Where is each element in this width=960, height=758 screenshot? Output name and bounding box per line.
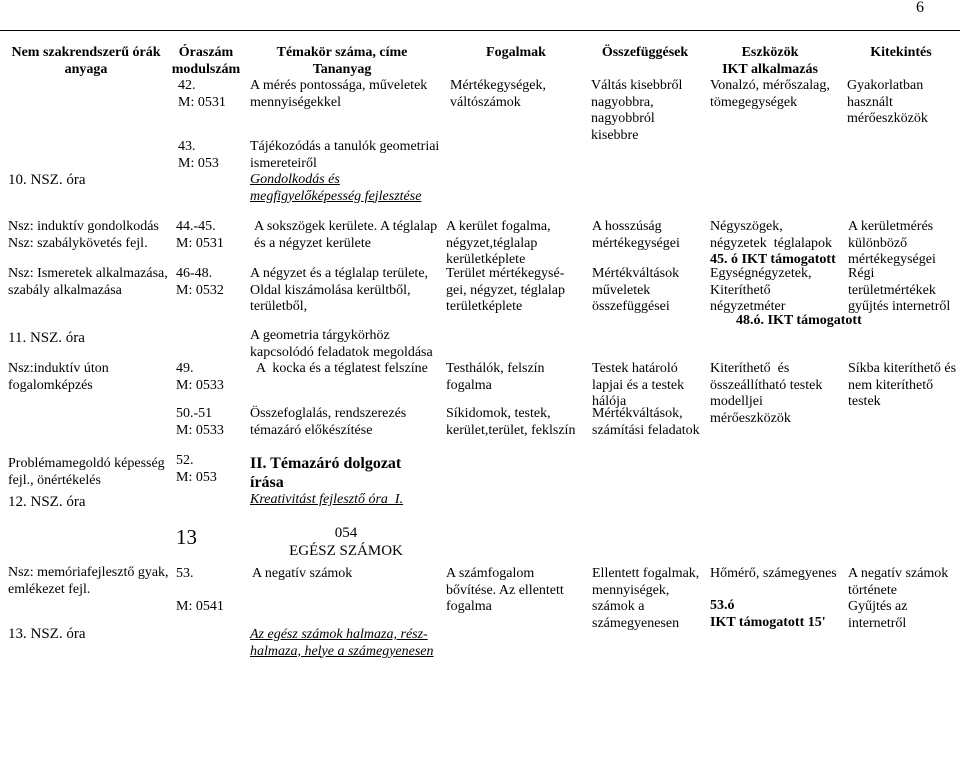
- row53-tools: Hőmérő, számegyenes: [710, 566, 837, 581]
- b11-relations1: A hosszúság mértékegységei: [592, 219, 680, 251]
- row42-outlook: Gyakorlatban használt mérőeszközök: [847, 78, 928, 126]
- row53-topic: A negatív számok: [252, 566, 353, 581]
- row53-outlook: A negatív számok története Gyűjtés az internetről: [848, 566, 949, 631]
- row53-topic-italic: Az egész számok halmaza, rész- halmaza, helye a számegyenesen: [250, 627, 434, 659]
- row53-concepts: A számfogalom bővítése. Az ellentett fogalma: [446, 566, 564, 614]
- section13-title: EGÉSZ SZÁMOK: [289, 543, 403, 559]
- b12-topic49: A kocka és a téglatest felszíne: [256, 361, 428, 376]
- b11-outlook1: A kerületmérés különböző mértékegységei: [848, 219, 936, 267]
- header-col-tools: Eszközök IKT alkalmazás: [722, 45, 818, 77]
- b12-concepts2: Síkidomok, testek, kerület,terület, feklszín: [446, 406, 576, 438]
- row42-number: 42. M: 0531: [178, 78, 226, 110]
- b12-geometry: A geometria tárgykörhöz kapcsolódó feladatok megoldása: [250, 328, 433, 360]
- section13-code: 054: [334, 525, 358, 541]
- b12-left1: Nsz:induktív úton fogalomképzés: [8, 361, 109, 393]
- row43-number: 43. M: 053: [178, 139, 219, 171]
- b11-left1: Nsz: induktív gondolkodás Nsz: szabálykövetés fejl.: [8, 219, 159, 251]
- row42-relations: Váltás kisebbről nagyobbra, nagyobbról kisebbre: [591, 78, 683, 143]
- b12-topic52-italic: Kreativitást fejlesztő óra I.: [250, 492, 404, 507]
- b12-relations2: Mértékváltások, számítási feladatok: [592, 406, 700, 438]
- b11-left2: Nsz: Ismeretek alkalmazása, szabály alkalmazása: [8, 266, 168, 298]
- row42-tools: Vonalzó, mérőszalag, tömegegységek: [710, 78, 830, 110]
- b11-tools1: Négyszögek, négyzetek téglalapok: [710, 219, 833, 251]
- nsz10-label: 10. NSZ. óra: [8, 172, 86, 188]
- header-col-concepts: Fogalmak: [486, 45, 546, 60]
- b12-num50: 50.-51 M: 0533: [176, 406, 224, 438]
- b12-tools: Kiteríthető és összeállítható testek modelljei mérőeszközök: [710, 361, 823, 426]
- b12-relations1: Testek határoló lapjai és a testek hálója: [592, 361, 685, 409]
- b12-topic52: II. Témazáró dolgozat írása: [250, 455, 402, 491]
- b11-tools1-ikt: 45. ó IKT támogatott: [710, 252, 836, 267]
- b11-concepts2: Terület mértékegysé- gei, négyzet, téglalap területképlete: [446, 266, 565, 314]
- b12-num52: 52. M: 053: [176, 453, 217, 485]
- b11-tools2: Egységnégyzetek, Kiteríthető négyzetméter: [710, 266, 812, 314]
- b11-topic1: A sokszögek kerülete. A téglalap és a négyzet kerülete: [254, 219, 438, 251]
- b12-outlook: Síkba kiteríthető és nem kiteríthető testek: [848, 361, 957, 409]
- b11-concepts1: A kerület fogalma, négyzet,téglalap kerületképlete: [446, 219, 551, 267]
- b12-left2: Problémamegoldó képesség fejl., önértékelés: [8, 456, 165, 488]
- header-col-theme: Témakör száma, címe Tananyag: [276, 45, 408, 77]
- row53-tools-ikt: 53.ó IKT támogatott 15': [710, 598, 826, 630]
- row42-topic: A mérés pontossága, műveletek mennyiségekkel: [250, 78, 428, 110]
- row42-concepts: Mértékegységek, váltószámok: [450, 78, 547, 110]
- header-col-topics: Nem szakrendszerű órák anyaga: [11, 45, 161, 77]
- b11-topic2: A négyzet és a téglalap területe, Oldal kiszámolása kerültből, területből,: [250, 266, 429, 314]
- b11-num2: 46-48. M: 0532: [176, 266, 224, 298]
- page-number: 6: [916, 0, 924, 16]
- b11-tools2-ikt: 48.ó. IKT támogatott: [736, 313, 862, 328]
- b11-num1: 44.-45. M: 0531: [176, 219, 224, 251]
- b11-outlook2: Régi területmértékek gyűjtés internetről: [848, 266, 951, 314]
- nsz12-label: 12. NSZ. óra: [8, 494, 86, 510]
- header-col-relations: Összefüggések: [601, 45, 689, 60]
- b12-concepts1: Testhálók, felszín fogalma: [446, 361, 545, 393]
- nsz13-label: 13. NSZ. óra: [8, 626, 86, 642]
- b11-relations2: Mértékváltások műveletek összefüggései: [592, 266, 680, 314]
- row43-topic: Tájékozódás a tanulók geometriai ismereteiről: [250, 139, 440, 171]
- b12-num49: 49. M: 0533: [176, 361, 224, 393]
- b12-topic50: Összefoglalás, rendszerezés témazáró előkészítése: [250, 406, 407, 438]
- top-rule: [0, 30, 960, 31]
- header-col-outlook: Kitekintés: [870, 45, 932, 60]
- row53-number: 53. M: 0541: [176, 566, 224, 614]
- nsz11-label: 11. NSZ. óra: [8, 330, 85, 346]
- row43-topic-italic: Gondolkodás és megfigyelőképesség fejlesztése: [250, 172, 422, 204]
- row53-relations: Ellentett fogalmak, mennyiségek, számok a számegyenesen: [592, 566, 700, 631]
- section13-number: 13: [176, 525, 197, 549]
- row53-left: Nsz: memóriafejlesztő gyak, emlékezet fejl.: [8, 565, 169, 597]
- header-col-hours: Óraszám modulszám: [171, 45, 241, 77]
